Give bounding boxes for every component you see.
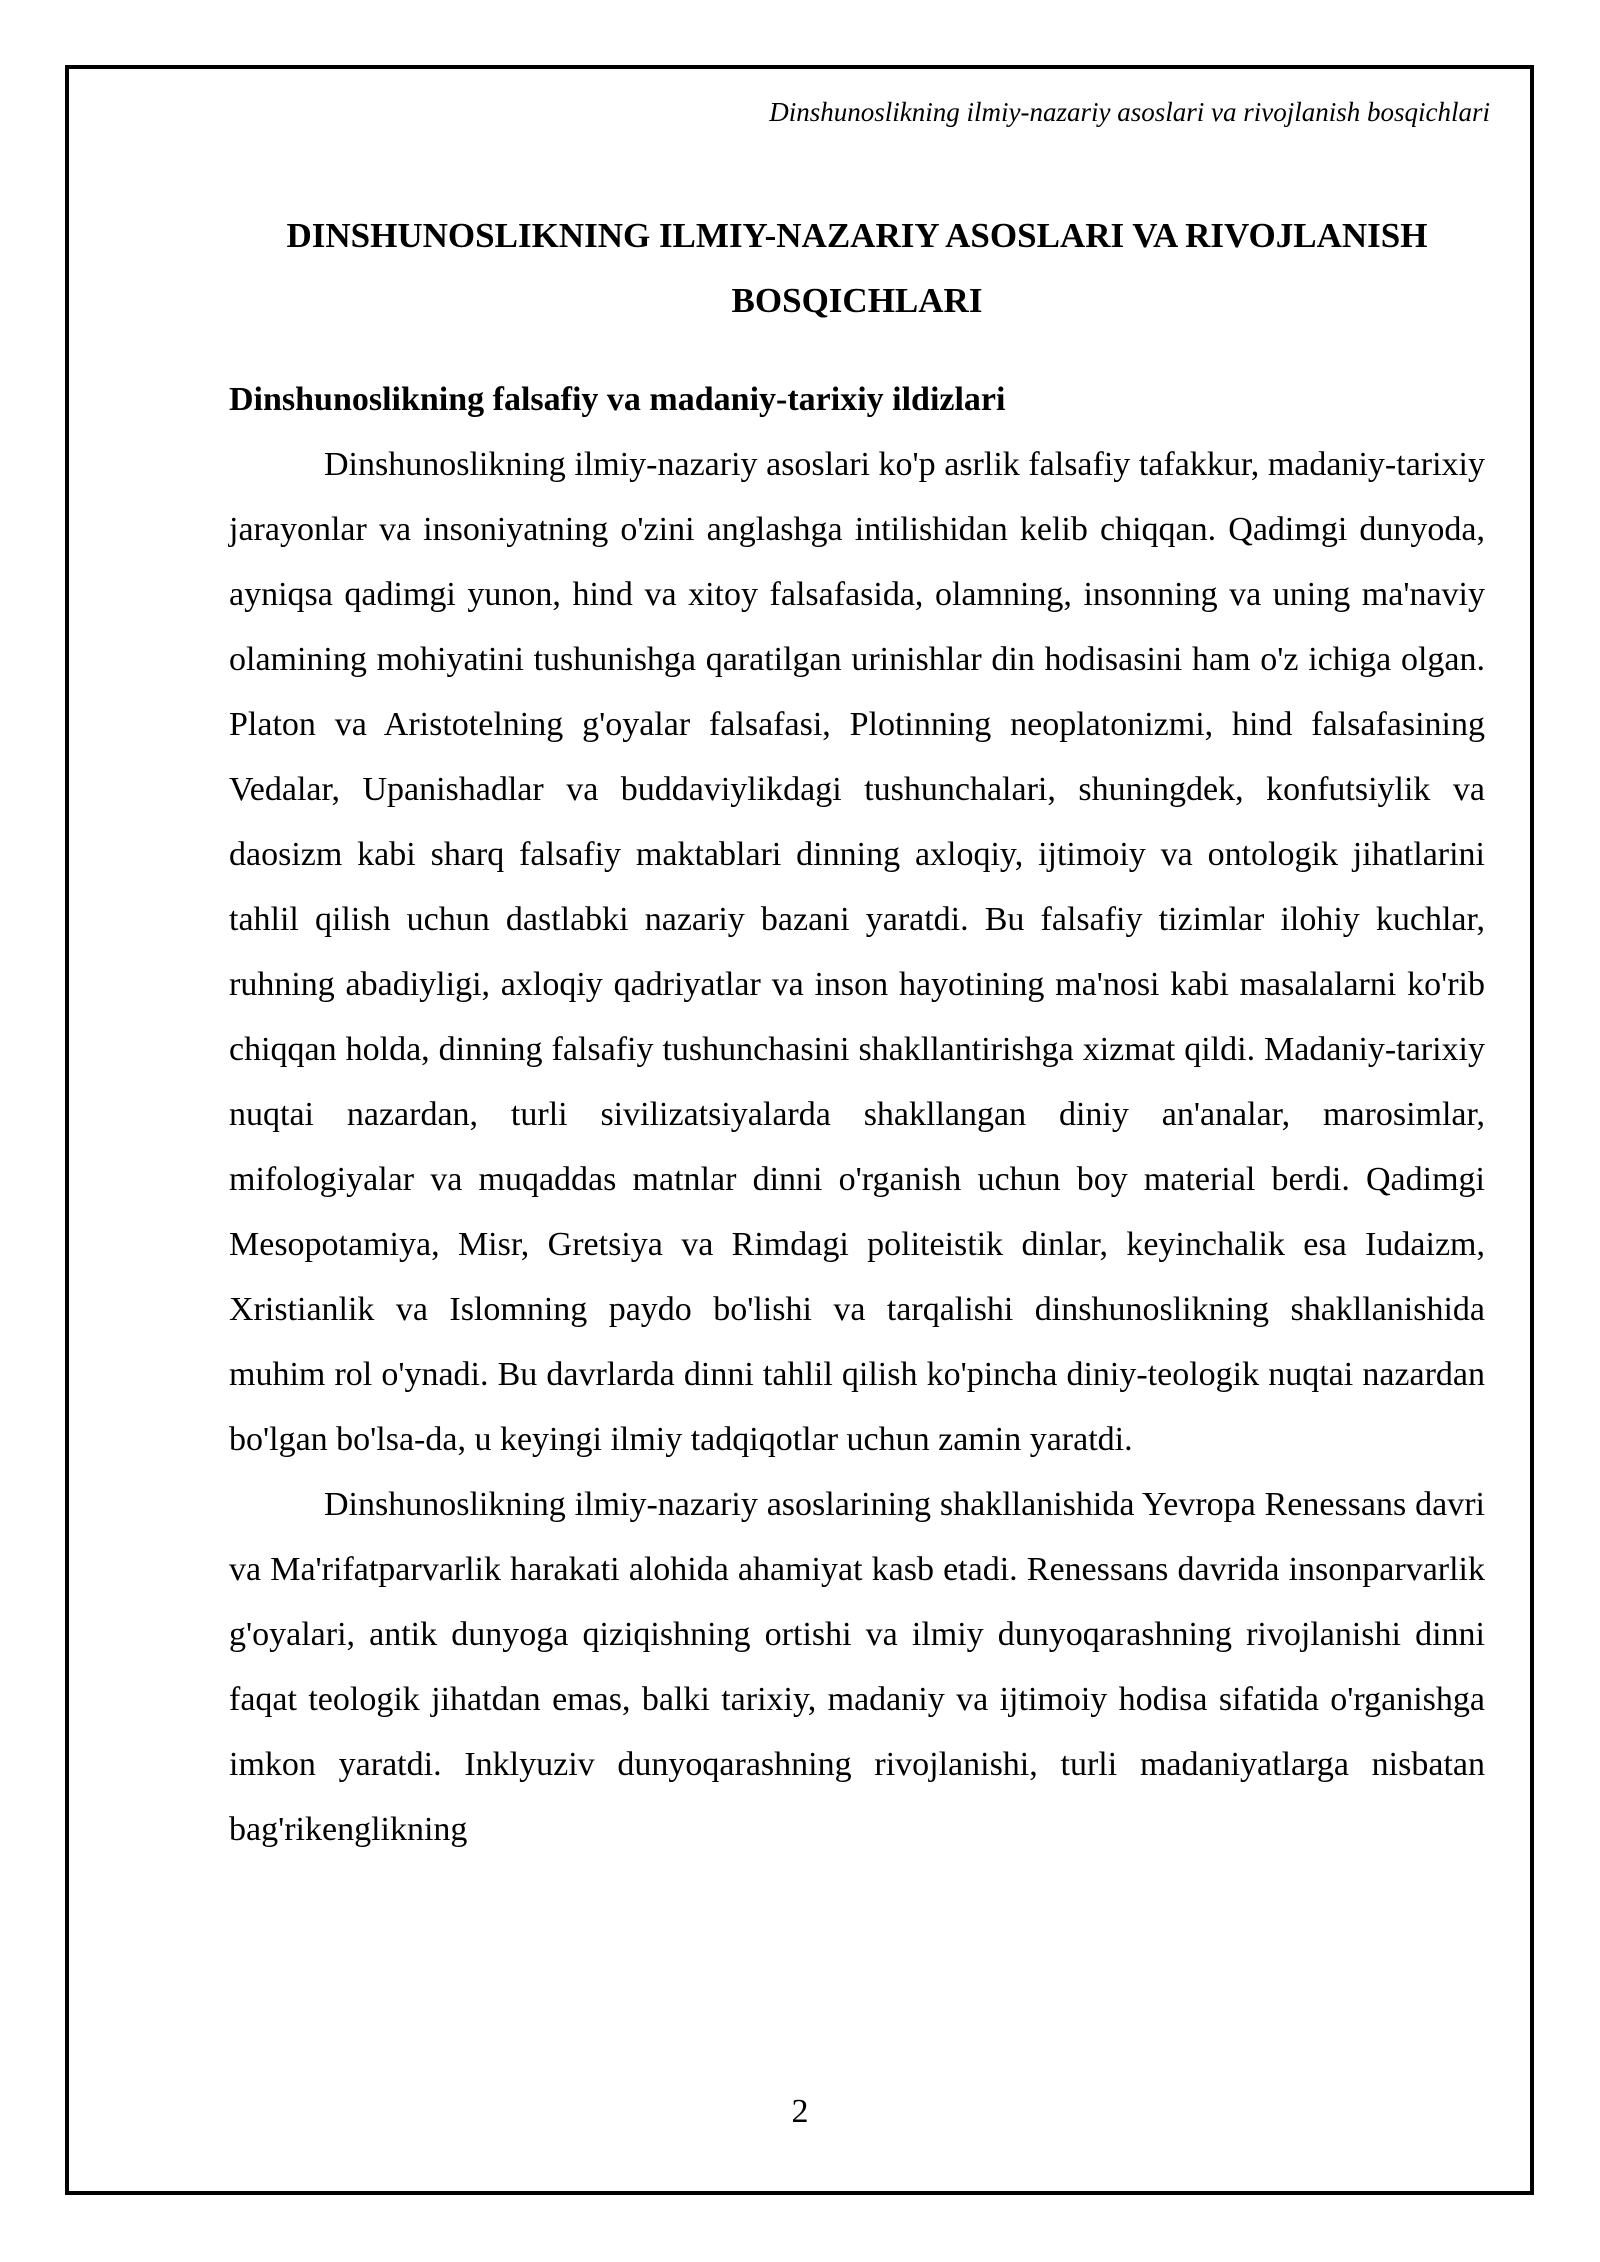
document-title: DINSHUNOSLIKNING ILMIY-NAZARIY ASOSLARI VA RIVOJLANISH BOSQICHLARI (286, 216, 1428, 320)
paragraph-2: Dinshunoslikning ilmiy-nazariy asoslarining shakllanishida Yevropa Renessans davri va Ma'rifatparvarlik harakati alohida ahamiyat kasb etadi. Renessans davrida insonparvarlik g'oyalari, antik dunyoga qiziqishning ortishi va ilmiy dunyoqarashning rivojlanishi dinni faqat teologik jihatdan emas, balki tarixiy, madaniy va ijtimoiy hodisa sifatida o'rganishga imkon yaratdi. Inklyuziv dunyoqarashning rivojlanishi, turli madaniyatlarga nisbatan bag'rikenglikning (229, 1486, 1485, 1848)
page-number: 2 (791, 2093, 809, 2130)
paragraph-1: Dinshunoslikning ilmiy-nazariy asoslari ko'p asrlik falsafiy tafakkur, madaniy-tarixiy jarayonlar va insoniyatning o'zini anglashga intilishidan kelib chiqqan. Qadimgi dunyoda, ayniqsa qadimgi yunon, hind va xitoy falsafasida, olamning, insonning va uning ma'naviy olamining mohiyatini tushunishga qaratilgan urinishlar din hodisasini ham o'z ichiga olgan. Platon va Aristotelning g'oyalar falsafasi, Plotinning neoplatonizmi, hind falsafasining Vedalar, Upanishadlar va buddaviylikdagi tushunchalari, shuningdek, konfutsiylik va daosizm kabi sharq falsafiy maktablari dinning axloqiy, ijtimoiy va ontologik jihatlarini tahlil qilish uchun dastlabki nazariy bazani yaratdi. Bu falsafiy tizimlar ilohiy kuchlar, ruhning abadiyligi, axloqiy qadriyatlar va inson hayotining ma'nosi kabi masalalarni ko'rib chiqqan holda, dinning falsafiy tushunchasini shakllantirishga xizmat qildi. Madaniy-tarixiy nuqtai nazardan, turli sivilizatsiyalarda shakllangan diniy an'analar, marosimlar, mifologiyalar va muqaddas matnlar dinni o'rganish uchun boy material berdi. Qadimgi Mesopotamiya, Misr, Gretsiya va Rimdagi politeistik dinlar, keyinchalik esa Iudaizm, Xristianlik va Islomning paydo bo'lishi va tarqalishi dinshunoslikning shakllanishida muhim rol o'ynadi. Bu davrlarda dinni tahlil qilish ko'pincha diniy-teologik nuqtai nazardan bo'lgan bo'lsa-da, u keyingi ilmiy tadqiqotlar uchun zamin yaratdi. (229, 446, 1485, 1458)
section-heading: Dinshunoslikning falsafiy va madaniy-tarixiy ildizlari (229, 381, 1006, 418)
document-body (229, 203, 1485, 1862)
running-header: Dinshunoslikning ilmiy-nazariy asoslari va rivojlanish bosqichlari (769, 97, 1490, 127)
